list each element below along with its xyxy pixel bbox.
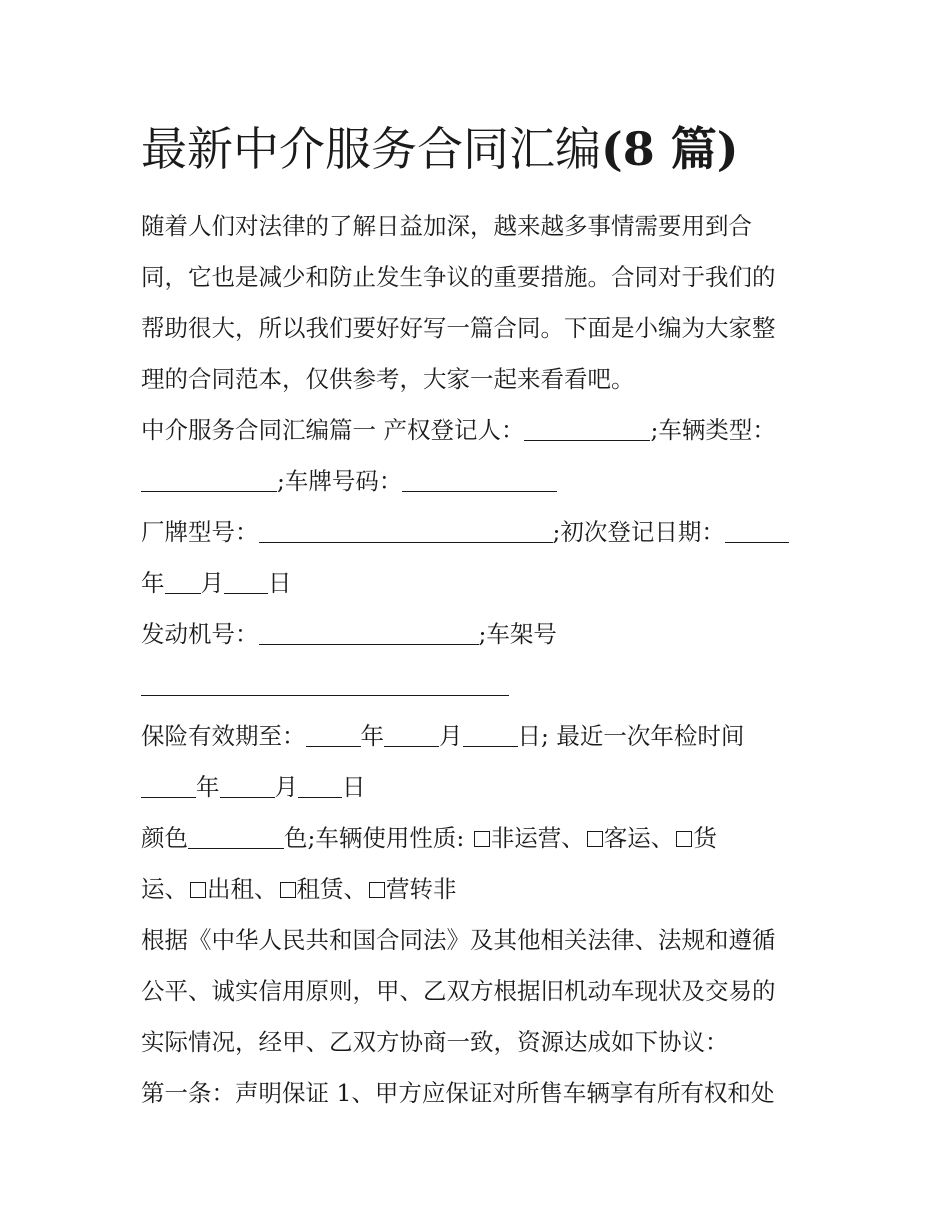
- form-line-color-usage: [141, 813, 821, 864]
- month-blank: [165, 570, 201, 595]
- form-line-insurance: [141, 711, 821, 762]
- form-line-model: [141, 507, 821, 558]
- inspection-month-blank: [220, 774, 275, 799]
- insurance-month-blank: [384, 723, 439, 748]
- opt-non-commercial: 非运营、: [490, 824, 585, 852]
- plate-blank: [402, 468, 557, 493]
- first-registration-year-blank: [725, 519, 789, 544]
- document-page: [141, 118, 821, 1119]
- checkbox-passenger[interactable]: [587, 831, 603, 847]
- opt-passenger: 客运、: [603, 824, 675, 852]
- owner-label: 中介服务合同汇编篇一 产权登记人：: [141, 416, 525, 444]
- insurance-label: 保险有效期至：: [141, 722, 306, 750]
- title-main: 最新中介服务合同汇编: [141, 122, 601, 176]
- body-line-2: 公平、诚实信用原则，甲、乙双方根据旧机动车现状及交易的: [141, 977, 776, 1005]
- vehicle-type-blank: [141, 468, 277, 493]
- color-label: 颜色: [141, 824, 188, 852]
- intro-line-3: 帮助很大，所以我们要好好写一篇合同。下面是小编为大家整: [141, 314, 776, 342]
- insurance-year-text: 年: [360, 722, 384, 750]
- month-text: 月: [200, 569, 224, 597]
- form-line-plate: [141, 456, 821, 507]
- title-count: (8 篇): [601, 122, 739, 176]
- checkbox-non-commercial[interactable]: [474, 831, 490, 847]
- opt-lease: 租赁、: [296, 875, 367, 903]
- inspection-day-text: 日: [342, 773, 366, 801]
- form-line-registration-date: [141, 558, 821, 609]
- insurance-day-blank: [463, 723, 518, 748]
- vin-blank: [141, 672, 509, 697]
- vin-label: ;车架号: [478, 620, 557, 648]
- vehicle-type-label: ;车辆类型：: [650, 416, 776, 444]
- opt-rental-taxi: 出租、: [207, 875, 278, 903]
- usage-label: 色;车辆使用性质:: [284, 824, 472, 852]
- first-registration-label: ;初次登记日期：: [552, 518, 725, 546]
- opt-freight: 货: [693, 824, 717, 852]
- plate-label: ;车牌号码：: [277, 467, 403, 495]
- form-line-inspection-date: [141, 762, 821, 813]
- body-line-3: 实际情况，经甲、乙双方协商一致，资源达成如下协议：: [141, 1028, 729, 1056]
- form-line-vin: [141, 660, 821, 711]
- annual-inspection-label: ; 最近一次年检时间: [541, 722, 745, 750]
- day-text: 日: [268, 569, 292, 597]
- insurance-month-text: 月: [439, 722, 463, 750]
- model-label: 厂牌型号：: [141, 518, 259, 546]
- form-line-usage-cont: [141, 864, 821, 915]
- document-title: [141, 118, 821, 180]
- body-line-4: 第一条：声明保证 1、甲方应保证对所售车辆享有所有权和处: [141, 1079, 775, 1107]
- year-text: 年: [141, 569, 165, 597]
- inspection-day-blank: [298, 774, 342, 799]
- intro-line-2: 同，它也是减少和防止发生争议的重要措施。合同对于我们的: [141, 263, 776, 291]
- day-blank: [224, 570, 268, 595]
- intro-line-1: 随着人们对法律的了解日益加深，越来越多事情需要用到合: [141, 212, 752, 240]
- form-line-engine: [141, 609, 821, 660]
- color-blank: [188, 825, 284, 850]
- engine-label: 发动机号：: [141, 620, 259, 648]
- owner-blank: [524, 417, 650, 442]
- form-line-owner: [141, 405, 821, 456]
- checkbox-lease[interactable]: [280, 882, 296, 898]
- engine-blank: [259, 621, 479, 646]
- inspection-month-text: 月: [274, 773, 298, 801]
- inspection-year-text: 年: [196, 773, 220, 801]
- checkbox-converted[interactable]: [369, 882, 385, 898]
- checkbox-freight[interactable]: [676, 831, 692, 847]
- intro-line-4: 理的合同范本，仅供参考，大家一起来看看吧。: [141, 365, 635, 393]
- body-line-1: 根据《中华人民共和国合同法》及其他相关法律、法规和遵循: [141, 926, 776, 954]
- inspection-year-blank: [141, 774, 196, 799]
- opt-converted: 营转非: [386, 875, 457, 903]
- insurance-day-text: 日: [517, 722, 541, 750]
- opt-freight-cont: 运、: [141, 875, 188, 903]
- insurance-year-blank: [306, 723, 361, 748]
- checkbox-rental-taxi[interactable]: [190, 882, 206, 898]
- model-blank: [259, 519, 553, 544]
